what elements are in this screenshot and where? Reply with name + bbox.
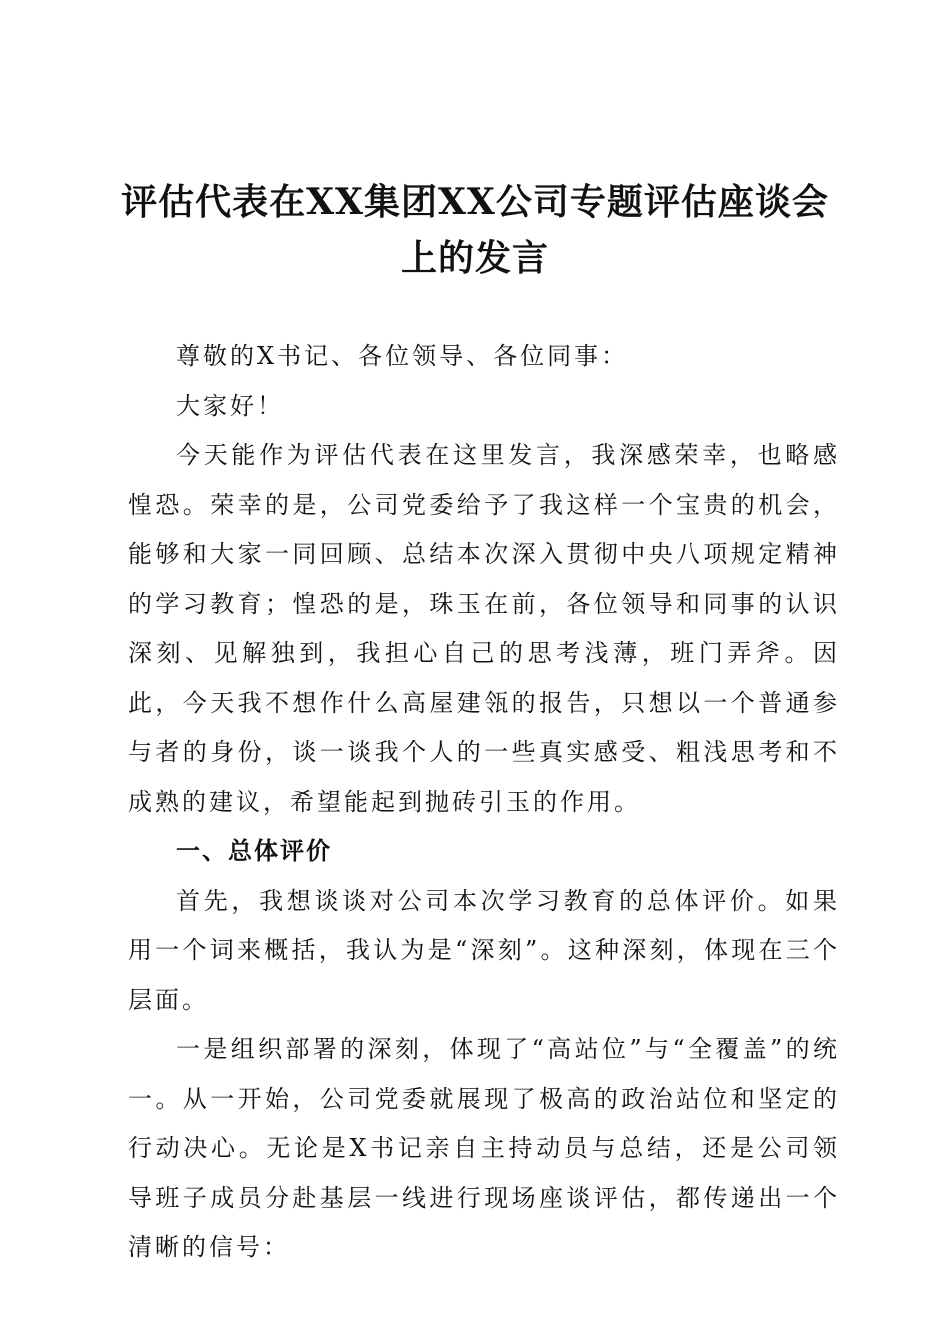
- document-title: [100, 174, 850, 286]
- greeting: 大家好！: [176, 391, 284, 420]
- section-paragraph: 一是组织部署的深刻，体现了“高站位”与“全覆盖”的统一。从一开始，公司党委就展现了极高的政治站位和坚定的行动决心。无论是X书记亲自主持动员与总结，还是公司领导班子成员分赴基层一线进行现场座谈评估，都传递出一个清晰的信号：: [128, 1035, 840, 1261]
- title-line-2: 上的发言: [400, 237, 549, 279]
- section-paragraph: 首先，我想谈谈对公司本次学习教育的总体评价。如果用一个词来概括，我认为是“深刻”。这种深刻，体现在三个层面。: [128, 886, 840, 1014]
- title-line-1: 评估代表在XX集团XX公司专题评估座谈会: [121, 181, 829, 223]
- salutation: 尊敬的X书记、各位领导、各位同事：: [176, 342, 629, 370]
- document-body: [128, 332, 840, 1273]
- intro-paragraph: 今天能作为评估代表在这里发言，我深感荣幸，也略感惶恐。荣幸的是，公司党委给予了我这样一个宝贵的机会，能够和大家一同回顾、总结本次深入贯彻中央八项规定精神的学习教育；惶恐的是，珠玉在前，各位领导和同事的认识深刻、见解独到，我担心自己的思考浅薄，班门弄斧。因此，今天我不想作什么高屋建瓴的报告，只想以一个普通参与者的身份，谈一谈我个人的一些真实感受、粗浅思考和不成熟的建议，希望能起到抛砖引玉的作用。: [128, 441, 840, 816]
- section-heading: 一、总体评价: [176, 837, 332, 865]
